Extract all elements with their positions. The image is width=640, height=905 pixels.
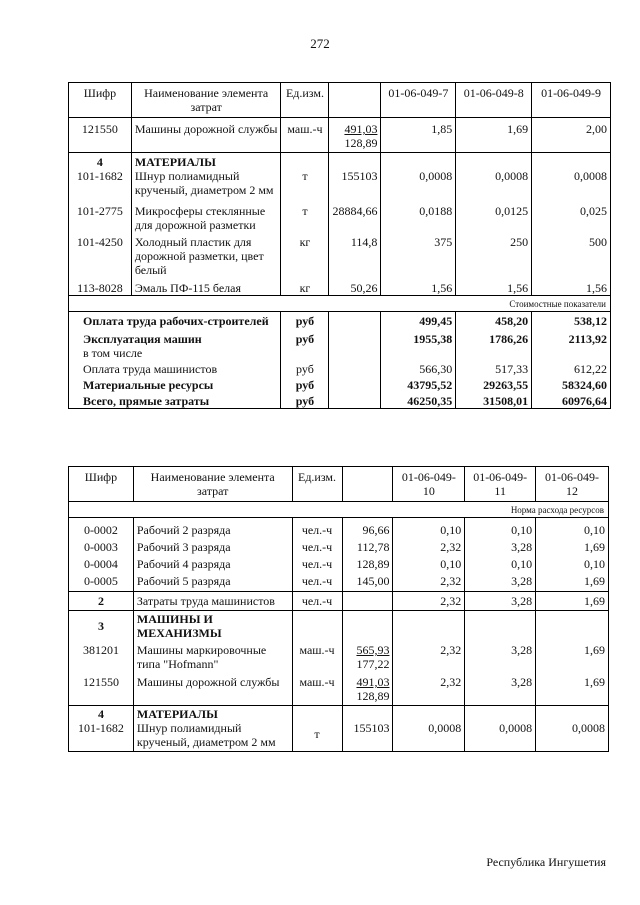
- summary-name: Всего, прямые затраты: [69, 392, 281, 409]
- summary-value-1: 566,30: [381, 360, 456, 376]
- summary-value-2: 517,33: [456, 360, 532, 376]
- header-price: [329, 83, 381, 118]
- row-value-2: 3,28: [465, 673, 536, 706]
- price-denominator: 128,89: [344, 136, 378, 150]
- row-value-2: 1,69: [456, 118, 532, 153]
- table-header-row: [69, 83, 611, 118]
- summary-name: [69, 328, 281, 360]
- row-name: Эмаль ПФ-115 белая: [131, 281, 281, 296]
- cost-label-row: [69, 296, 611, 312]
- header-code: Шифр: [69, 83, 132, 118]
- table-row: [69, 518, 609, 538]
- summary-value-1: 43795,52: [381, 376, 456, 392]
- row-value-1: 2,32: [393, 640, 465, 673]
- row-name: Микросферы стеклянные для дорожной разметки: [131, 201, 281, 235]
- row-code: 101-2775: [69, 201, 132, 235]
- row-unit: т: [281, 201, 329, 235]
- row-name: Рабочий 3 разряда: [133, 537, 292, 554]
- row-unit: чел.-ч: [292, 592, 342, 611]
- row-price: 96,66: [342, 518, 393, 538]
- row-unit: т: [281, 169, 329, 201]
- summary-row: [69, 360, 611, 376]
- row-unit: чел.-ч: [292, 518, 342, 538]
- resource-table-1: [68, 82, 611, 409]
- row-price: 128,89: [342, 554, 393, 571]
- row-code: 101-4250: [69, 235, 132, 281]
- row-value-1: 0,0188: [381, 201, 456, 235]
- row-price: 155103: [329, 169, 381, 201]
- price-numerator: 491,03: [344, 122, 378, 136]
- summary-unit: руб: [281, 376, 329, 392]
- header-name: Наименование элемента затрат: [131, 83, 281, 118]
- row-unit: кг: [281, 235, 329, 281]
- page-number: 272: [310, 36, 330, 51]
- table-row: [69, 169, 611, 201]
- row-value-1: 0,10: [393, 518, 465, 538]
- row-value-2: 0,0008: [465, 721, 536, 752]
- header-unit: Ед.изм.: [281, 83, 329, 118]
- row-unit: маш.-ч: [292, 640, 342, 673]
- row-code: 2: [69, 592, 134, 611]
- cost-indicators-label: Стоимостные показатели: [69, 296, 611, 312]
- row-value-2: 3,28: [465, 592, 536, 611]
- summary-row: [69, 328, 611, 360]
- summary-value-1: 1955,38: [381, 328, 456, 360]
- section-title: МАТЕРИАЛЫ: [133, 706, 292, 722]
- row-code: 113-8028: [69, 281, 132, 296]
- row-unit: чел.-ч: [292, 571, 342, 592]
- row-code: 0-0005: [69, 571, 134, 592]
- row-value-3: 1,69: [536, 640, 609, 673]
- row-code: 0-0002: [69, 518, 134, 538]
- row-value-1: 1,85: [381, 118, 456, 153]
- table-row: [69, 235, 611, 281]
- row-value-2: 0,0125: [456, 201, 532, 235]
- row-name: Рабочий 4 разряда: [133, 554, 292, 571]
- section-code: 4: [69, 153, 132, 170]
- row-name: Рабочий 5 разряда: [133, 571, 292, 592]
- row-unit: т: [292, 721, 342, 752]
- row-value-3: 1,69: [536, 537, 609, 554]
- header-col-2: 01-06-049-11: [465, 467, 536, 502]
- row-unit: чел.-ч: [292, 554, 342, 571]
- row-value-2: 3,28: [465, 537, 536, 554]
- summary-subtitle: в том числе: [83, 346, 143, 360]
- row-value-2: 0,0008: [456, 169, 532, 201]
- price-denominator: 128,89: [356, 689, 390, 703]
- row-value-1: 1,56: [381, 281, 456, 296]
- row-unit: кг: [281, 281, 329, 296]
- summary-value-1: 46250,35: [381, 392, 456, 409]
- summary-unit: руб: [281, 312, 329, 329]
- price-numerator: 565,93: [356, 643, 390, 657]
- summary-value-3: 60976,64: [532, 392, 611, 409]
- row-name: Машины дорожной службы: [133, 673, 292, 706]
- section-row: [69, 611, 609, 641]
- row-name: Холодный пластик для дорожной разметки, цвет белый: [131, 235, 281, 281]
- summary-value-3: 612,22: [532, 360, 611, 376]
- row-unit: маш.-ч: [281, 118, 329, 153]
- section-title: МАТЕРИАЛЫ: [131, 153, 281, 170]
- row-code: 0-0003: [69, 537, 134, 554]
- row-value-3: 0,0008: [532, 169, 611, 201]
- table-row: [69, 640, 609, 673]
- row-value-1: 2,32: [393, 571, 465, 592]
- table-row: [69, 592, 609, 611]
- row-price: 50,26: [329, 281, 381, 296]
- summary-value-1: 499,45: [381, 312, 456, 329]
- summary-unit: руб: [281, 328, 329, 360]
- row-price: 112,78: [342, 537, 393, 554]
- row-value-3: 0,025: [532, 201, 611, 235]
- row-code: 121550: [69, 118, 132, 153]
- row-value-3: 0,0008: [536, 721, 609, 752]
- row-name: Шнур полиамидный крученый, диаметром 2 мм: [133, 721, 292, 752]
- row-value-2: 250: [456, 235, 532, 281]
- summary-value-2: 1786,26: [456, 328, 532, 360]
- footer-region: Республика Ингушетия: [486, 855, 606, 869]
- row-value-1: 2,32: [393, 537, 465, 554]
- row-value-1: 2,32: [393, 673, 465, 706]
- header-code: Шифр: [69, 467, 134, 502]
- table-row: [69, 571, 609, 592]
- header-unit: Ед.изм.: [292, 467, 342, 502]
- row-price: [342, 640, 393, 673]
- row-value-1: 0,0008: [393, 721, 465, 752]
- summary-unit: руб: [281, 360, 329, 376]
- section-title: МАШИНЫ И МЕХАНИЗМЫ: [133, 611, 292, 641]
- row-code: 101-1682: [69, 721, 134, 752]
- summary-value-3: 2113,92: [532, 328, 611, 360]
- header-price: [342, 467, 393, 502]
- header-col-3: 01-06-049-9: [532, 83, 611, 118]
- summary-value-2: 29263,55: [456, 376, 532, 392]
- row-code: 381201: [69, 640, 134, 673]
- summary-name: Оплата труда рабочих-строителей: [69, 312, 281, 329]
- row-code: 101-1682: [69, 169, 132, 201]
- row-value-1: 0,10: [393, 554, 465, 571]
- row-value-2: 3,28: [465, 640, 536, 673]
- row-price: [342, 592, 393, 611]
- row-value-2: 1,56: [456, 281, 532, 296]
- section-row: [69, 706, 609, 722]
- summary-row: [69, 312, 611, 329]
- header-name: Наименование элемента затрат: [133, 467, 292, 502]
- table-row: [69, 554, 609, 571]
- summary-name: Оплата труда машинистов: [69, 360, 281, 376]
- row-price: 28884,66: [329, 201, 381, 235]
- summary-row: [69, 376, 611, 392]
- price-numerator: 491,03: [356, 675, 390, 689]
- table-row: [69, 281, 611, 296]
- row-name: Шнур полиамидный крученый, диаметром 2 мм: [131, 169, 281, 201]
- row-value-1: 2,32: [393, 592, 465, 611]
- row-unit: маш.-ч: [292, 673, 342, 706]
- row-name: Машины дорожной службы: [131, 118, 281, 153]
- row-value-1: 0,0008: [381, 169, 456, 201]
- row-price: 114,8: [329, 235, 381, 281]
- row-value-3: 0,10: [536, 518, 609, 538]
- row-value-3: 1,56: [532, 281, 611, 296]
- row-value-3: 0,10: [536, 554, 609, 571]
- header-col-3: 01-06-049-12: [536, 467, 609, 502]
- header-col-2: 01-06-049-8: [456, 83, 532, 118]
- table-row: [69, 673, 609, 706]
- summary-value-3: 58324,60: [532, 376, 611, 392]
- row-value-3: 1,69: [536, 673, 609, 706]
- table-row: [69, 537, 609, 554]
- row-value-3: 1,69: [536, 571, 609, 592]
- row-unit: чел.-ч: [292, 537, 342, 554]
- price-denominator: 177,22: [356, 657, 390, 671]
- header-col-1: 01-06-049-7: [381, 83, 456, 118]
- summary-unit: руб: [281, 392, 329, 409]
- row-value-2: 3,28: [465, 571, 536, 592]
- row-code: 121550: [69, 673, 134, 706]
- summary-title: Эксплуатация машин: [83, 332, 202, 346]
- row-value-1: 375: [381, 235, 456, 281]
- summary-value-2: 31508,01: [456, 392, 532, 409]
- row-name: Рабочий 2 разряда: [133, 518, 292, 538]
- row-price: [342, 673, 393, 706]
- row-value-2: 0,10: [465, 554, 536, 571]
- row-name: Затраты труда машинистов: [133, 592, 292, 611]
- row-value-2: 0,10: [465, 518, 536, 538]
- header-col-1: 01-06-049-10: [393, 467, 465, 502]
- table-row: [69, 118, 611, 153]
- summary-value-3: 538,12: [532, 312, 611, 329]
- row-value-3: 2,00: [532, 118, 611, 153]
- section-code: 4: [69, 706, 134, 722]
- resource-table-2: [68, 466, 609, 752]
- norm-label: Норма расхода ресурсов: [69, 502, 609, 518]
- summary-row: [69, 392, 611, 409]
- row-price: [329, 118, 381, 153]
- row-value-3: 1,69: [536, 592, 609, 611]
- row-price: 145,00: [342, 571, 393, 592]
- table-row: [69, 201, 611, 235]
- row-name: Машины маркировочные типа "Hofmann": [133, 640, 292, 673]
- row-code: 0-0004: [69, 554, 134, 571]
- row-value-3: 500: [532, 235, 611, 281]
- table-row: [69, 721, 609, 752]
- row-price: 155103: [342, 721, 393, 752]
- norm-label-row: [69, 502, 609, 518]
- section-code: 3: [69, 611, 134, 641]
- summary-name: Материальные ресурсы: [69, 376, 281, 392]
- table-header-row: [69, 467, 609, 502]
- summary-value-2: 458,20: [456, 312, 532, 329]
- section-row: [69, 153, 611, 170]
